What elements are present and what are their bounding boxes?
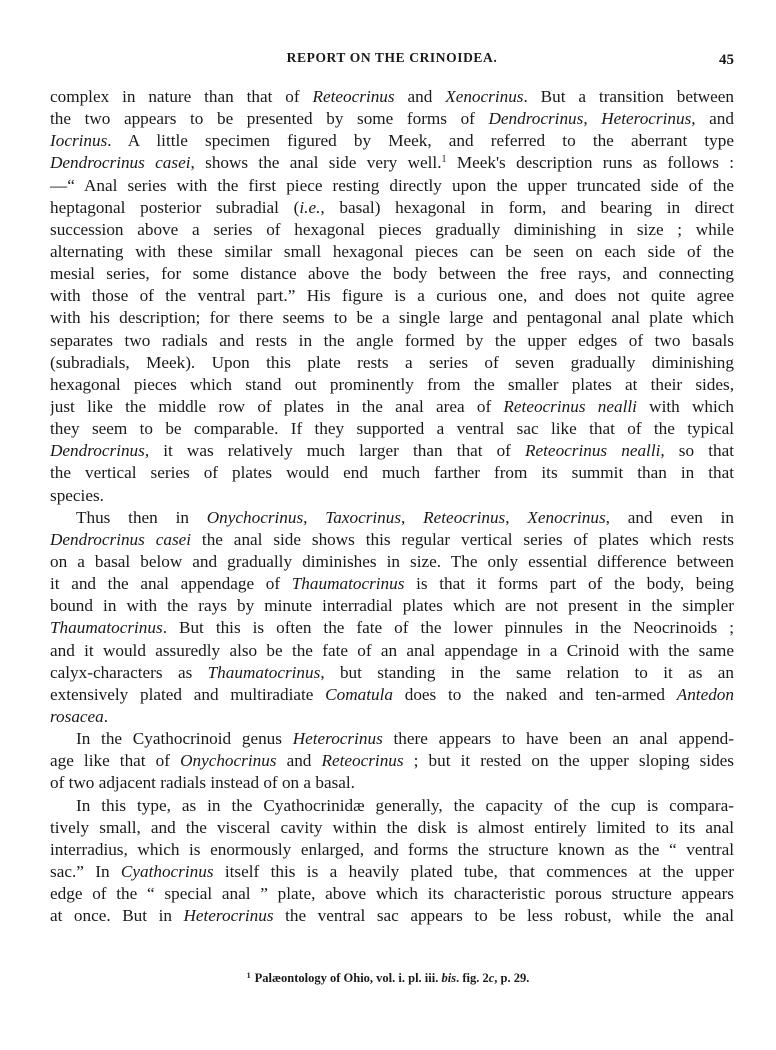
italic-term: Thaumatocrinus bbox=[50, 618, 163, 638]
text-line bbox=[50, 462, 734, 484]
footnote-italic: bis bbox=[441, 971, 457, 985]
italic-term: Thaumatocrinus bbox=[207, 662, 321, 682]
text-line bbox=[50, 817, 734, 839]
text-line bbox=[50, 330, 734, 352]
text-line bbox=[50, 485, 734, 507]
text-run: —“ Anal series with the first piece resting directly upon the upper truncated side of the bbox=[50, 175, 734, 195]
text-line bbox=[50, 883, 734, 905]
text-line bbox=[50, 507, 734, 529]
text-run: . But this is often the fate of the lower pinnules in the Neocrinoids ; bbox=[162, 618, 734, 638]
italic-term: Reteocrinus nealli bbox=[503, 396, 637, 416]
text-line bbox=[50, 617, 734, 639]
text-run: , bbox=[505, 507, 528, 527]
footnote-reference: 1 bbox=[441, 154, 447, 166]
italic-term: Heterocrinus bbox=[601, 109, 692, 129]
text-run: , and bbox=[691, 109, 734, 129]
italic-term: Dendrocrinus casei bbox=[50, 153, 191, 173]
text-line bbox=[50, 175, 734, 197]
running-header bbox=[50, 50, 734, 70]
italic-term: Reteocrinus bbox=[321, 751, 404, 771]
text-run: at once. But in bbox=[50, 906, 184, 926]
text-run: heptagonal posterior subradial ( bbox=[50, 197, 300, 217]
text-line bbox=[50, 640, 734, 662]
text-line bbox=[50, 750, 734, 772]
text-run: bound in with the rays by minute interradial plates which are not present in the simpler bbox=[50, 596, 734, 616]
text-run: In this type, as in the Cyathocrinidæ generally, the capacity of the cup is compara- bbox=[76, 795, 734, 815]
text-line bbox=[50, 374, 734, 396]
text-run: does to the naked and ten-armed bbox=[392, 684, 677, 704]
footnote-marker: 1 bbox=[246, 971, 251, 980]
text-run: In the Cyathocrinoid genus bbox=[76, 729, 293, 749]
text-run: calyx-characters as bbox=[50, 662, 208, 682]
italic-term: Antedon bbox=[676, 684, 734, 704]
text-run: of two adjacent radials instead of on a basal. bbox=[50, 773, 355, 793]
text-run: succession above a series of hexagonal pieces gradually diminishing in size ; while bbox=[50, 219, 734, 239]
text-run: there appears to have been an anal append- bbox=[382, 729, 734, 749]
text-run: the ventral sac appears to be less robust, while the anal bbox=[273, 906, 734, 926]
text-run: sac.” In bbox=[50, 861, 121, 881]
text-run: extensively plated and multiradiate bbox=[50, 684, 326, 704]
body-text bbox=[50, 86, 734, 927]
text-run: , so that bbox=[660, 441, 734, 461]
text-line bbox=[50, 440, 734, 462]
text-line bbox=[50, 396, 734, 418]
text-line bbox=[50, 706, 734, 728]
text-line bbox=[50, 352, 734, 374]
text-run: , it was relatively much larger than that of bbox=[144, 441, 526, 461]
text-run: , bbox=[583, 109, 602, 129]
italic-term: i.e. bbox=[299, 197, 321, 217]
text-line bbox=[50, 418, 734, 440]
italic-term: Onychocrinus bbox=[180, 751, 277, 771]
text-line bbox=[50, 551, 734, 573]
italic-term: Comatula bbox=[325, 684, 393, 704]
italic-term: Xenocrinus bbox=[445, 87, 524, 106]
text-run: , and even in bbox=[605, 507, 734, 527]
italic-term: Heterocrinus bbox=[292, 729, 383, 749]
running-title: REPORT ON THE CRINOIDEA. bbox=[286, 50, 498, 65]
text-line bbox=[50, 152, 734, 174]
text-run: the vertical series of plates would end much farther from its summit than in that bbox=[50, 463, 734, 483]
italic-term: Reteocrinus bbox=[423, 507, 506, 527]
text-run: it and the anal appendage of bbox=[50, 574, 292, 594]
italic-term: Cyathocrinus bbox=[120, 861, 214, 881]
text-run: alternating with these similar small hexagonal pieces can be seen on each side of the bbox=[50, 241, 734, 261]
footnote-italic: c bbox=[488, 971, 495, 985]
text-line bbox=[50, 728, 734, 750]
text-run: they seem to be comparable. If they supported a ventral sac like that of the typical bbox=[50, 419, 734, 439]
text-run: the anal side shows this regular vertical series of plates which rests bbox=[191, 529, 734, 549]
footnote-text-part: Palæontology of Ohio, vol. i. pl. iii. bbox=[254, 971, 442, 985]
text-line bbox=[50, 595, 734, 617]
text-line bbox=[50, 772, 734, 794]
italic-term: Reteocrinus nealli bbox=[525, 441, 661, 461]
text-line bbox=[50, 219, 734, 241]
text-run: . bbox=[103, 706, 109, 726]
text-run: with which bbox=[636, 396, 734, 416]
text-run: , basal) hexagonal in form, and bearing in direct bbox=[320, 197, 734, 217]
text-line bbox=[50, 307, 734, 329]
text-run: , but standing in the same relation to it as an bbox=[320, 662, 734, 682]
footnote bbox=[0, 971, 776, 986]
text-line bbox=[50, 905, 734, 927]
text-run: the two appears to be presented by some forms of bbox=[50, 109, 489, 129]
text-run: just like the middle row of plates in the anal area of bbox=[50, 396, 504, 416]
text-run: and bbox=[276, 751, 322, 771]
text-line bbox=[50, 285, 734, 307]
text-run: (subradials, Meek). Upon this plate rests a series of seven gradually diminishing bbox=[50, 352, 734, 372]
text-run: . But a transition between bbox=[523, 87, 734, 106]
italic-term: rosacea bbox=[50, 706, 104, 726]
text-run: complex in nature than that of bbox=[50, 87, 313, 106]
italic-term: Heterocrinus bbox=[183, 906, 274, 926]
italic-term: Xenocrinus bbox=[527, 507, 606, 527]
text-run: , bbox=[401, 507, 424, 527]
text-run: interradius, which is enormously enlarged, and forms the structure known as the “ ventral bbox=[50, 839, 734, 859]
text-run: Meek's description runs as follows : bbox=[446, 153, 734, 173]
footnote-text-part: . fig. 2 bbox=[456, 971, 489, 985]
italic-term: Dendrocrinus casei bbox=[50, 529, 192, 549]
text-run: tively small, and the visceral cavity within the disk is almost entirely limited to its anal bbox=[50, 817, 734, 837]
text-line bbox=[50, 795, 734, 817]
italic-term: Onychocrinus bbox=[206, 507, 304, 527]
text-run: separates two radials and rests in the angle formed by the upper edges of two basals bbox=[50, 330, 734, 350]
text-line bbox=[50, 263, 734, 285]
text-run: . A little specimen figured by Meek, and referred to the aberrant type bbox=[107, 131, 734, 151]
text-run: edge of the “ special anal ” plate, above which its characteristic porous structure appears bbox=[50, 884, 734, 904]
text-line bbox=[50, 573, 734, 595]
text-line bbox=[50, 839, 734, 861]
italic-term: Dendrocrinus bbox=[488, 109, 584, 129]
italic-term: Dendrocrinus bbox=[50, 441, 145, 461]
text-run: , bbox=[303, 507, 326, 527]
text-run: and it would assuredly also be the fate of an anal appendage in a Crinoid with the same bbox=[50, 640, 734, 660]
text-line bbox=[50, 529, 734, 551]
text-run: Thus then in bbox=[76, 507, 207, 527]
italic-term: Iocrinus bbox=[50, 131, 108, 151]
text-run: , shows the anal side very well. bbox=[190, 153, 442, 173]
page-number: 45 bbox=[719, 52, 734, 68]
text-run: ; but it rested on the upper sloping sides bbox=[403, 751, 734, 771]
italic-term: Reteocrinus bbox=[312, 87, 395, 106]
text-run: species. bbox=[50, 485, 104, 505]
text-run: is that it forms part of the body, being bbox=[404, 574, 734, 594]
text-line bbox=[50, 861, 734, 883]
text-run: age like that of bbox=[50, 751, 181, 771]
footnote-text-part: , p. 29. bbox=[494, 971, 530, 985]
text-line bbox=[50, 197, 734, 219]
text-line bbox=[50, 662, 734, 684]
text-line bbox=[50, 108, 734, 130]
text-run: with his description; for there seems to be a single large and pentagonal anal plate which bbox=[50, 308, 734, 328]
text-run: mesial series, for some distance above the body between the free rays, and connecting bbox=[50, 264, 734, 284]
italic-term: Thaumatocrinus bbox=[291, 574, 405, 594]
text-line bbox=[50, 86, 734, 108]
italic-term: Taxocrinus bbox=[325, 507, 402, 527]
text-line bbox=[50, 130, 734, 152]
text-run: with those of the ventral part.” His figure is a curious one, and does not quite agree bbox=[50, 286, 734, 306]
text-run: itself this is a heavily plated tube, that commences at the upper bbox=[213, 861, 734, 881]
text-run: on a basal below and gradually diminishes in size. The only essential difference between bbox=[50, 551, 734, 571]
text-run: and bbox=[394, 87, 446, 106]
text-line bbox=[50, 684, 734, 706]
text-line bbox=[50, 241, 734, 263]
text-run: hexagonal pieces which stand out prominently from the smaller plates at their sides, bbox=[50, 374, 734, 394]
